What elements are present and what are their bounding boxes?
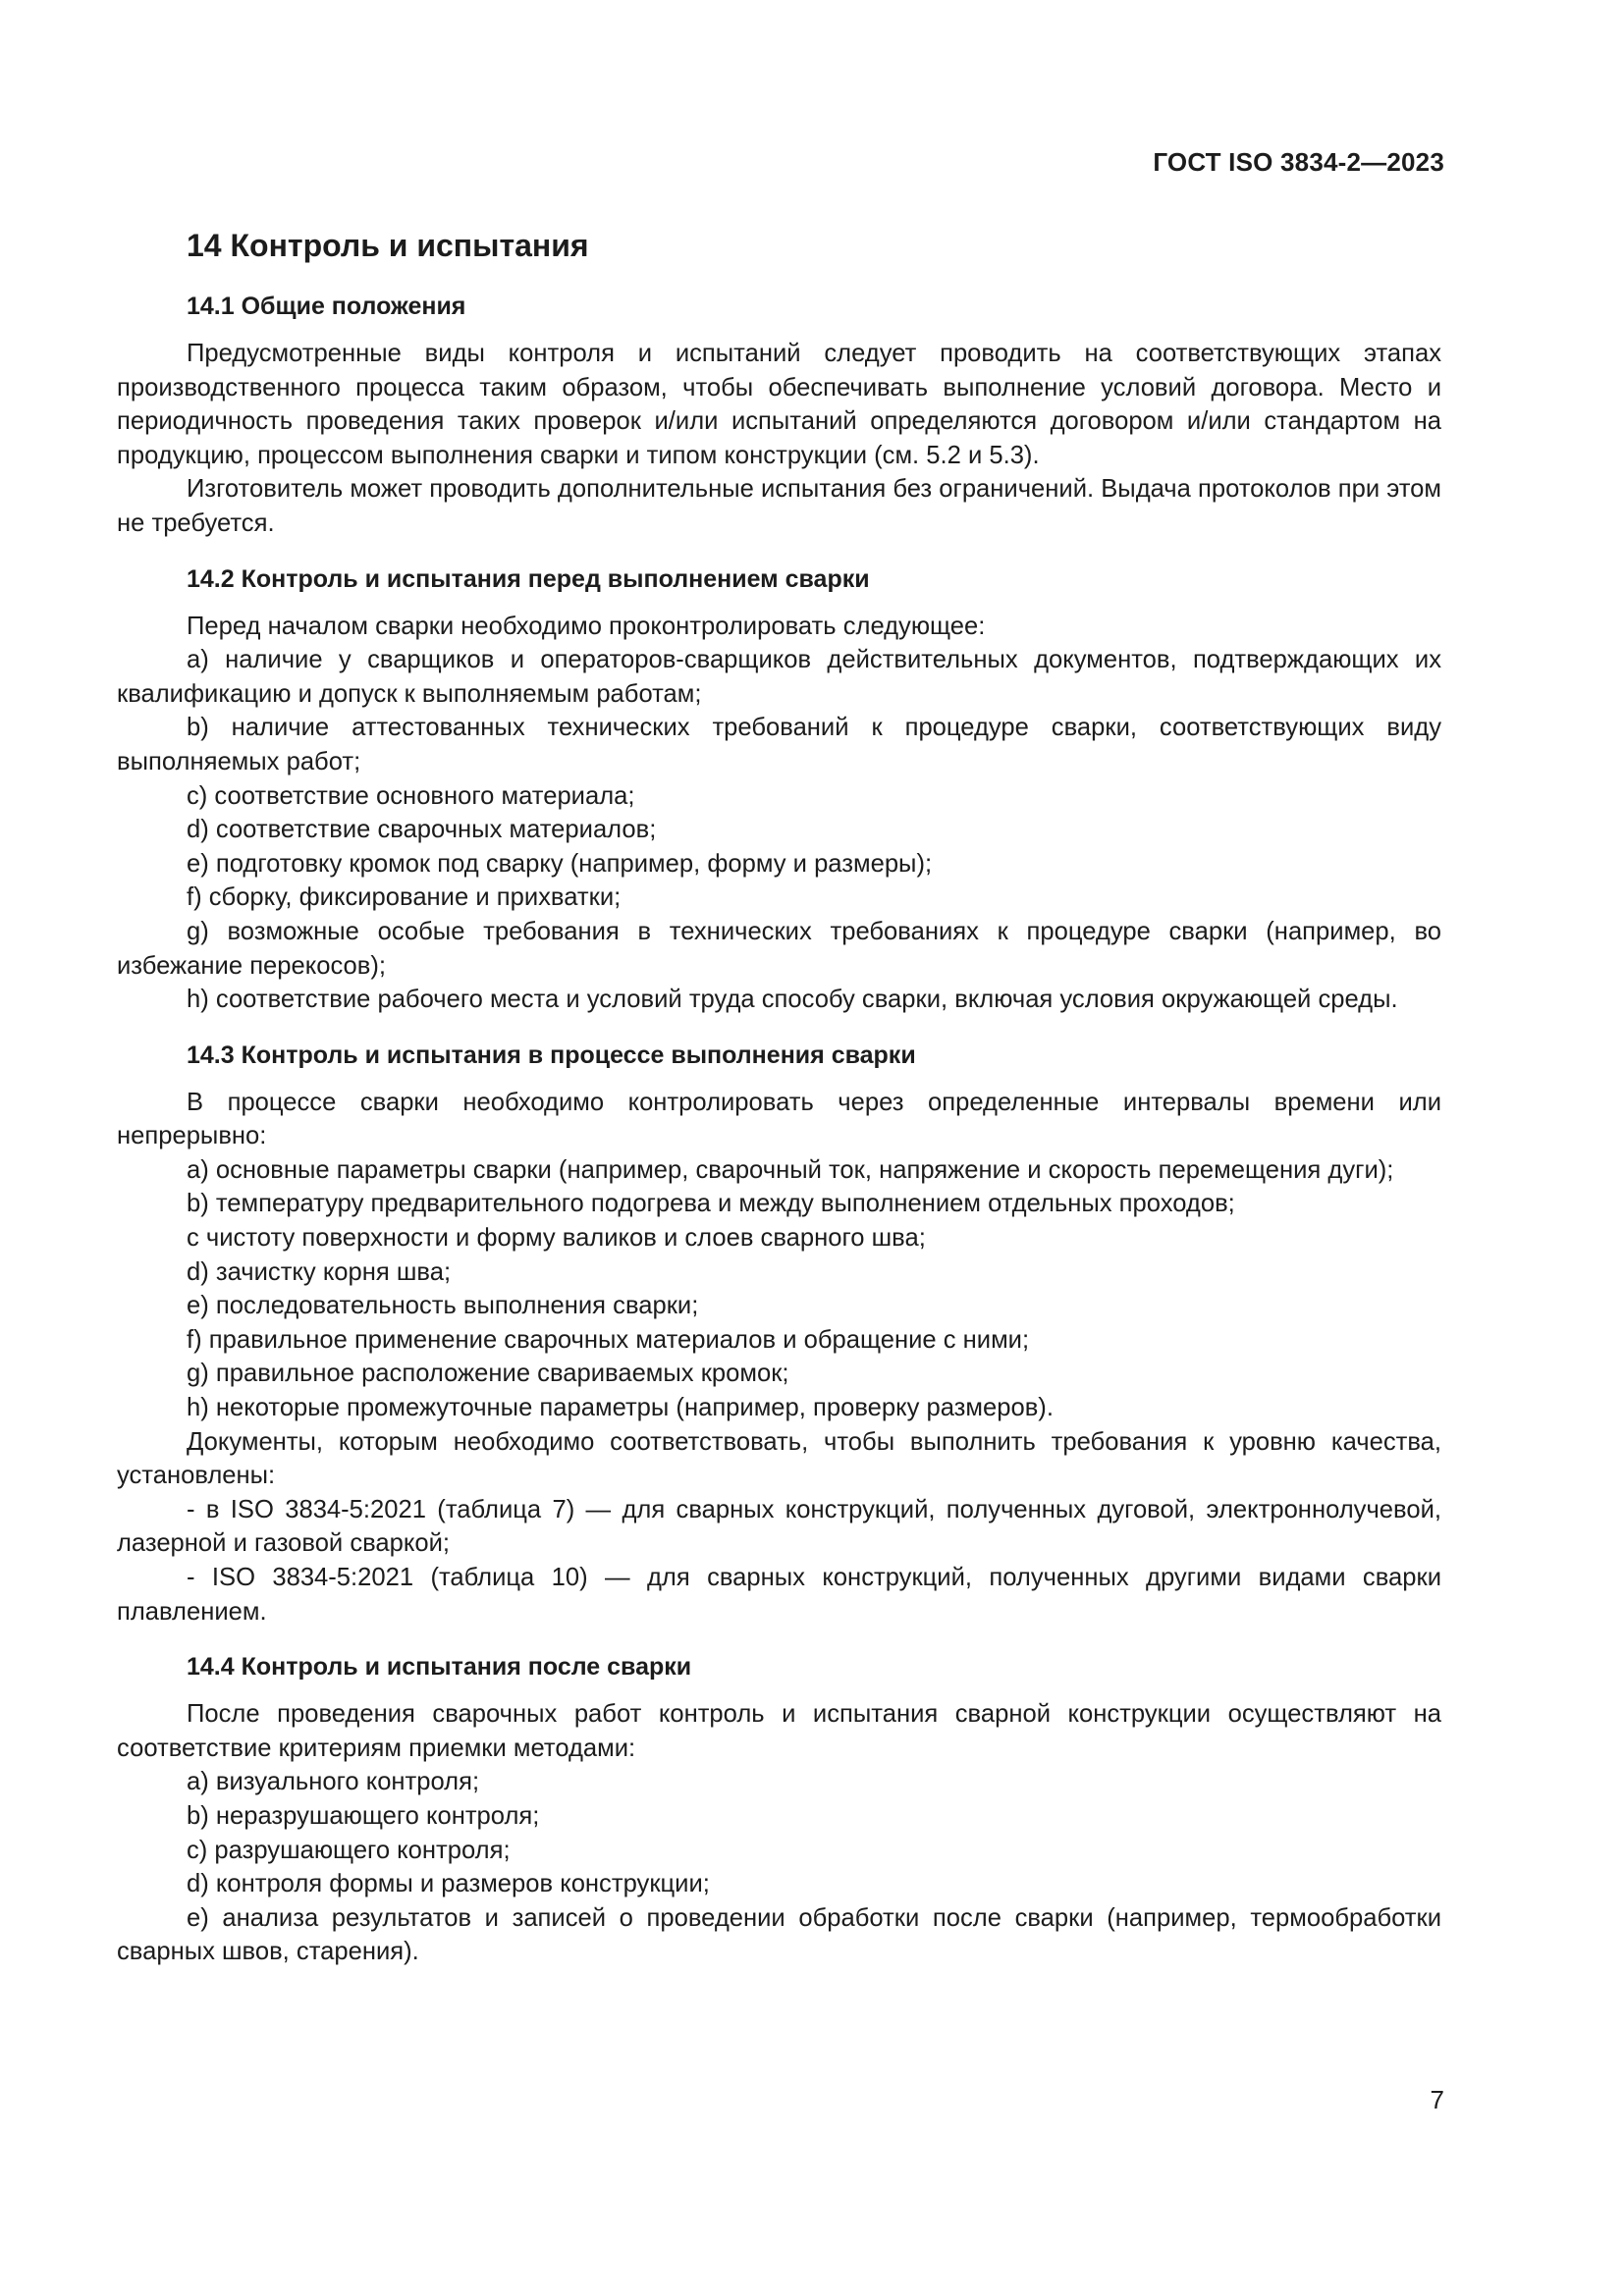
subsection-title-14-1: 14.1 Общие положения — [187, 293, 466, 320]
list-item: f) правильное применение сварочных материалов и обращение с ними; — [187, 1325, 1030, 1354]
paragraph-docs-intro: Документы, которым необходимо соответствовать, чтобы выполнить требования к уровню качества, установлены: — [117, 1427, 1441, 1490]
list-item: e) подготовку кромок под сварку (например, форму и размеры); — [187, 849, 933, 878]
list-item: d) контроля формы и размеров конструкции; — [187, 1870, 710, 1898]
paragraph-intro: После проведения сварочных работ контроль и испытания сварной конструкции осуществляют на соответствие критериям приемки методами: — [117, 1700, 1441, 1762]
subsection-title-14-4: 14.4 Контроль и испытания после сварки — [187, 1653, 692, 1682]
list-item: c) разрушающего контроля; — [187, 1836, 511, 1864]
list-item: e) анализа результатов и записей о проведении обработки после сварки (например, термообработки сварных швов, старения). — [117, 1903, 1441, 1966]
list-item: g) возможные особые требования в технических требованиях к процедуре сварки (например, во избежание перекосов); — [117, 917, 1441, 980]
doc-reference: - ISO 3834-5:2021 (таблица 10) — для сварных конструкций, полученных другими видами сварки плавлением. — [117, 1564, 1441, 1626]
list-item: c) соответствие основного материала; — [187, 781, 635, 810]
list-item: b) температуру предварительного подогрева и между выполнением отдельных проходов; — [187, 1190, 1235, 1218]
list-item: a) основные параметры сварки (например, сварочный ток, напряжение и скорость перемещения дуги); — [187, 1155, 1394, 1184]
list-item: f) сборку, фиксирование и прихватки; — [187, 883, 622, 912]
list-item: d) зачистку корня шва; — [187, 1257, 452, 1286]
list-item: a) наличие у сварщиков и операторов-сварщиков действительных документов, подтверждающих их квалификацию и допуск к выполняемым работам; — [117, 646, 1441, 708]
subsection-title-14-3: 14.3 Контроль и испытания в процессе выполнения сварки — [187, 1041, 916, 1069]
paragraph: Изготовитель может проводить дополнительные испытания без ограничений. Выдача протоколов при этом не требуется. — [117, 475, 1441, 537]
list-item: c чистоту поверхности и форму валиков и слоев сварного шва; — [187, 1224, 926, 1253]
paragraph: Предусмотренные виды контроля и испытаний следует проводить на соответствующих этапах производственного процесса таким образом, чтобы обеспечивать выполнение условий договора. Место и периодичность проведения таких проверок и/или испытаний определяются договором и/или стандартом на продукцию, процессом выполнения сварки и типом конструкции (см. 5.2 и 5.3). — [117, 340, 1441, 469]
list-item: h) соответствие рабочего места и условий труда способу сварки, включая условия окружающей среды. — [187, 986, 1398, 1014]
list-item: b) неразрушающего контроля; — [187, 1801, 540, 1830]
list-item: g) правильное расположение свариваемых кромок; — [187, 1360, 789, 1388]
document-code-header: ГОСТ ISO 3834-2—2023 — [1153, 147, 1444, 177]
doc-reference: - в ISO 3834-5:2021 (таблица 7) — для сварных конструкций, полученных дуговой, электроннолучевой, лазерной и газовой сваркой; — [117, 1495, 1441, 1558]
list-item: b) наличие аттестованных технических требований к процедуре сварки, соответствующих виду выполняемых работ; — [117, 714, 1441, 775]
list-item: h) некоторые промежуточные параметры (например, проверку размеров). — [187, 1394, 1054, 1422]
list-item: d) соответствие сварочных материалов; — [187, 816, 657, 844]
page-content — [117, 221, 1441, 1969]
list-item: e) последовательность выполнения сварки; — [187, 1292, 699, 1320]
page-number: 7 — [1430, 2085, 1444, 2114]
section-title: 14 Контроль и испытания — [187, 228, 589, 263]
paragraph-intro: Перед началом сварки необходимо проконтролировать следующее: — [187, 612, 986, 640]
subsection-title-14-2: 14.2 Контроль и испытания перед выполнением сварки — [187, 564, 870, 593]
list-item: a) визуального контроля; — [187, 1768, 480, 1796]
paragraph-intro: В процессе сварки необходимо контролировать через определенные интервалы времени или непрерывно: — [117, 1088, 1441, 1150]
